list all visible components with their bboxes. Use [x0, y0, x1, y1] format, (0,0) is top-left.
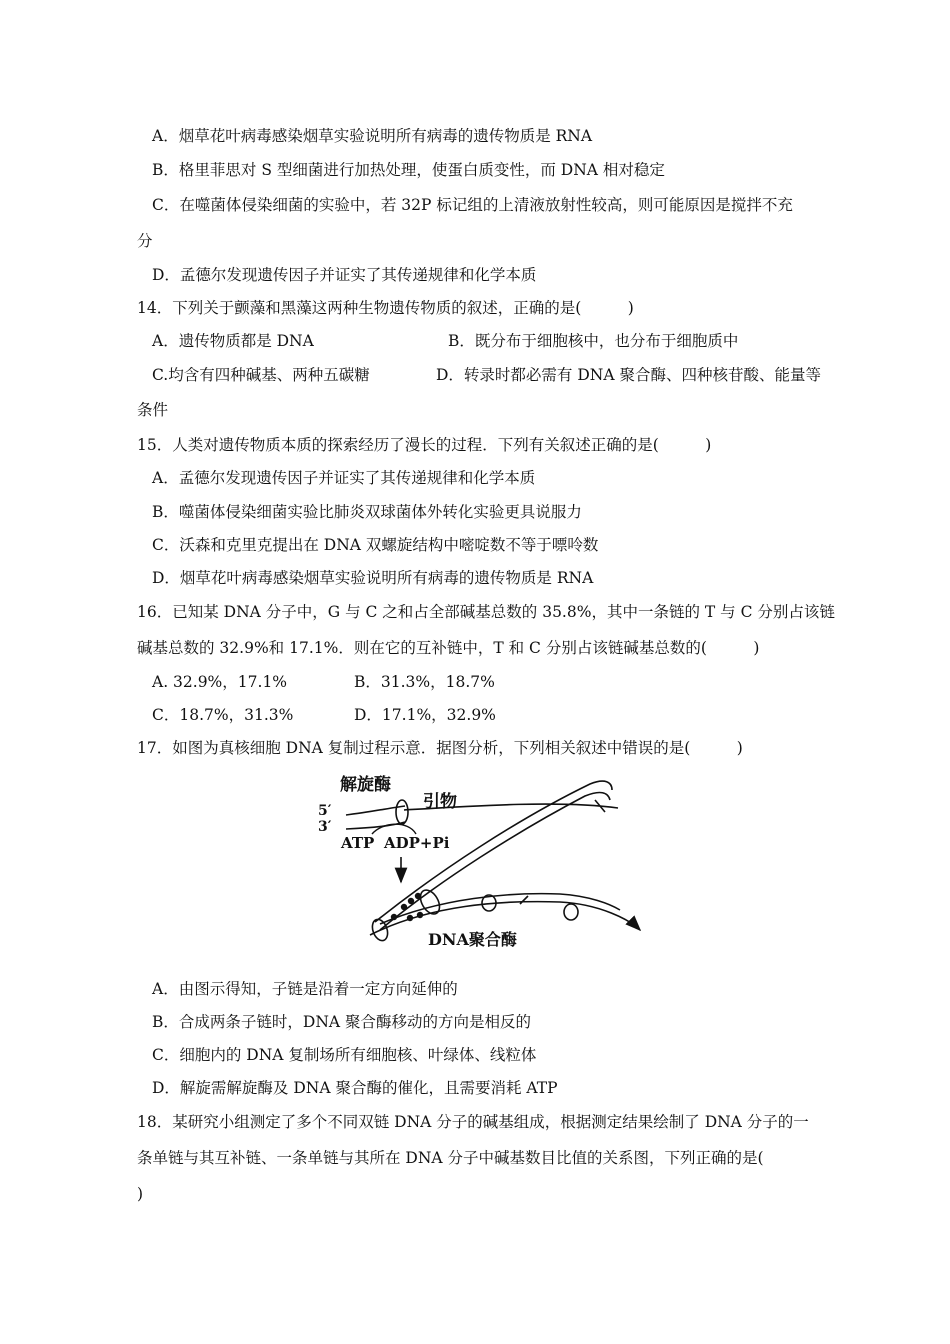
- polymerase-ellipse-right: [564, 904, 578, 920]
- label-dna-polymerase: DNA聚合酶: [428, 930, 517, 949]
- q18-stem-end: ): [137, 1185, 144, 1203]
- helicase-ring: [396, 800, 408, 824]
- q14-option-d-continued: 条件: [137, 401, 169, 419]
- q14-option-c: C.均含有四种碱基、两种五碳糖: [152, 366, 370, 384]
- q14-option-a: A．遗传物质都是 DNA: [152, 332, 314, 350]
- q15-option-c: C．沃森和克里克提出在 DNA 双螺旋结构中嘧啶数不等于嘌呤数: [152, 536, 599, 554]
- q14-stem: 14．下列关于颤藻和黑藻这两种生物遗传物质的叙述，正确的是( ): [137, 299, 634, 317]
- q16-option-d: D．17.1%，32.9%: [354, 706, 496, 724]
- q17-option-d: D．解旋需解旋酶及 DNA 聚合酶的催化，且需要消耗 ATP: [152, 1079, 558, 1097]
- label-atp: ATP: [341, 834, 375, 852]
- q17-stem: 17．如图为真核细胞 DNA 复制过程示意．据图分析，下列相关叙述中错误的是( ): [137, 739, 743, 757]
- parent-strand-3: [346, 822, 405, 829]
- q13-option-d: D．孟德尔发现遗传因子并证实了其传递规律和化学本质: [152, 266, 537, 284]
- nucleotide-dot: [407, 915, 413, 921]
- nucleotide-dot: [408, 898, 414, 904]
- nucleotide-dot: [391, 914, 397, 920]
- upper-strand-outer: [380, 793, 610, 930]
- q16-stem-continued: 碱基总数的 32.9%和 17.1%．则在它的互补链中，T 和 C 分别占该链碱基总数的( ): [137, 639, 760, 657]
- q14-option-b: B．既分布于细胞核中，也分布于细胞质中: [448, 332, 739, 350]
- label-adp-pi: ADP+Pi: [384, 834, 450, 852]
- okazaki-mark-1: [520, 896, 528, 904]
- q13-option-c: C．在噬菌体侵染细菌的实验中，若 32P 标记组的上清液放射性较高，则可能原因是搅拌不充: [152, 196, 793, 214]
- q16-option-b: B．31.3%，18.7%: [354, 673, 495, 691]
- q15-option-b: B．噬菌体侵染细菌实验比肺炎双球菌体外转化实验更具说服力: [152, 503, 582, 521]
- q16-stem: 16．已知某 DNA 分子中，G 与 C 之和占全部碱基总数的 35.8%，其中一条链的 T 与 C 分别占该链: [137, 603, 835, 621]
- nucleotide-dot: [401, 904, 407, 910]
- q17-option-c: C．细胞内的 DNA 复制场所有细胞核、叶绿体、线粒体: [152, 1046, 537, 1064]
- q13-option-c-continued: 分: [137, 232, 153, 250]
- q18-stem-continued: 条单链与其互补链、一条单链与其所在 DNA 分子中碱基数目比值的关系图，下列正确的是(: [137, 1149, 764, 1167]
- q15-option-d: D．烟草花叶病毒感染烟草实验说明所有病毒的遗传物质是 RNA: [152, 569, 594, 587]
- label-helicase: 解旋酶: [340, 775, 391, 795]
- q16-option-c: C．18.7%，31.3%: [152, 706, 294, 724]
- label-primer: 引物: [423, 792, 457, 812]
- q17-option-a: A．由图示得知，子链是沿着一定方向延伸的: [152, 980, 458, 998]
- q14-option-d: D．转录时都必需有 DNA 聚合酶、四种核苷酸、能量等: [436, 366, 821, 384]
- nucleotide-dot: [415, 893, 421, 899]
- q16-option-a: A. 32.9%，17.1%: [152, 673, 288, 691]
- label-3-prime: 3′: [318, 819, 332, 835]
- label-5-prime: 5′: [318, 803, 332, 819]
- q13-option-b: B．格里菲思对 S 型细菌进行加热处理，使蛋白质变性，而 DNA 相对稳定: [152, 161, 665, 179]
- q17-option-b: B．合成两条子链时，DNA 聚合酶移动的方向是相反的: [152, 1013, 532, 1031]
- q18-stem: 18．某研究小组测定了多个不同双链 DNA 分子的碱基组成，根据测定结果绘制了 DNA 分子的一: [137, 1113, 809, 1131]
- nucleotide-dot: [417, 912, 423, 918]
- q13-option-a: A．烟草花叶病毒感染烟草实验说明所有病毒的遗传物质是 RNA: [152, 127, 593, 145]
- q15-stem: 15．人类对遗传物质本质的探索经历了漫长的过程．下列有关叙述正确的是( ): [137, 436, 712, 454]
- q15-option-a: A．孟德尔发现遗传因子并证实了其传递规律和化学本质: [152, 469, 536, 487]
- atp-adp-arc: [372, 824, 416, 834]
